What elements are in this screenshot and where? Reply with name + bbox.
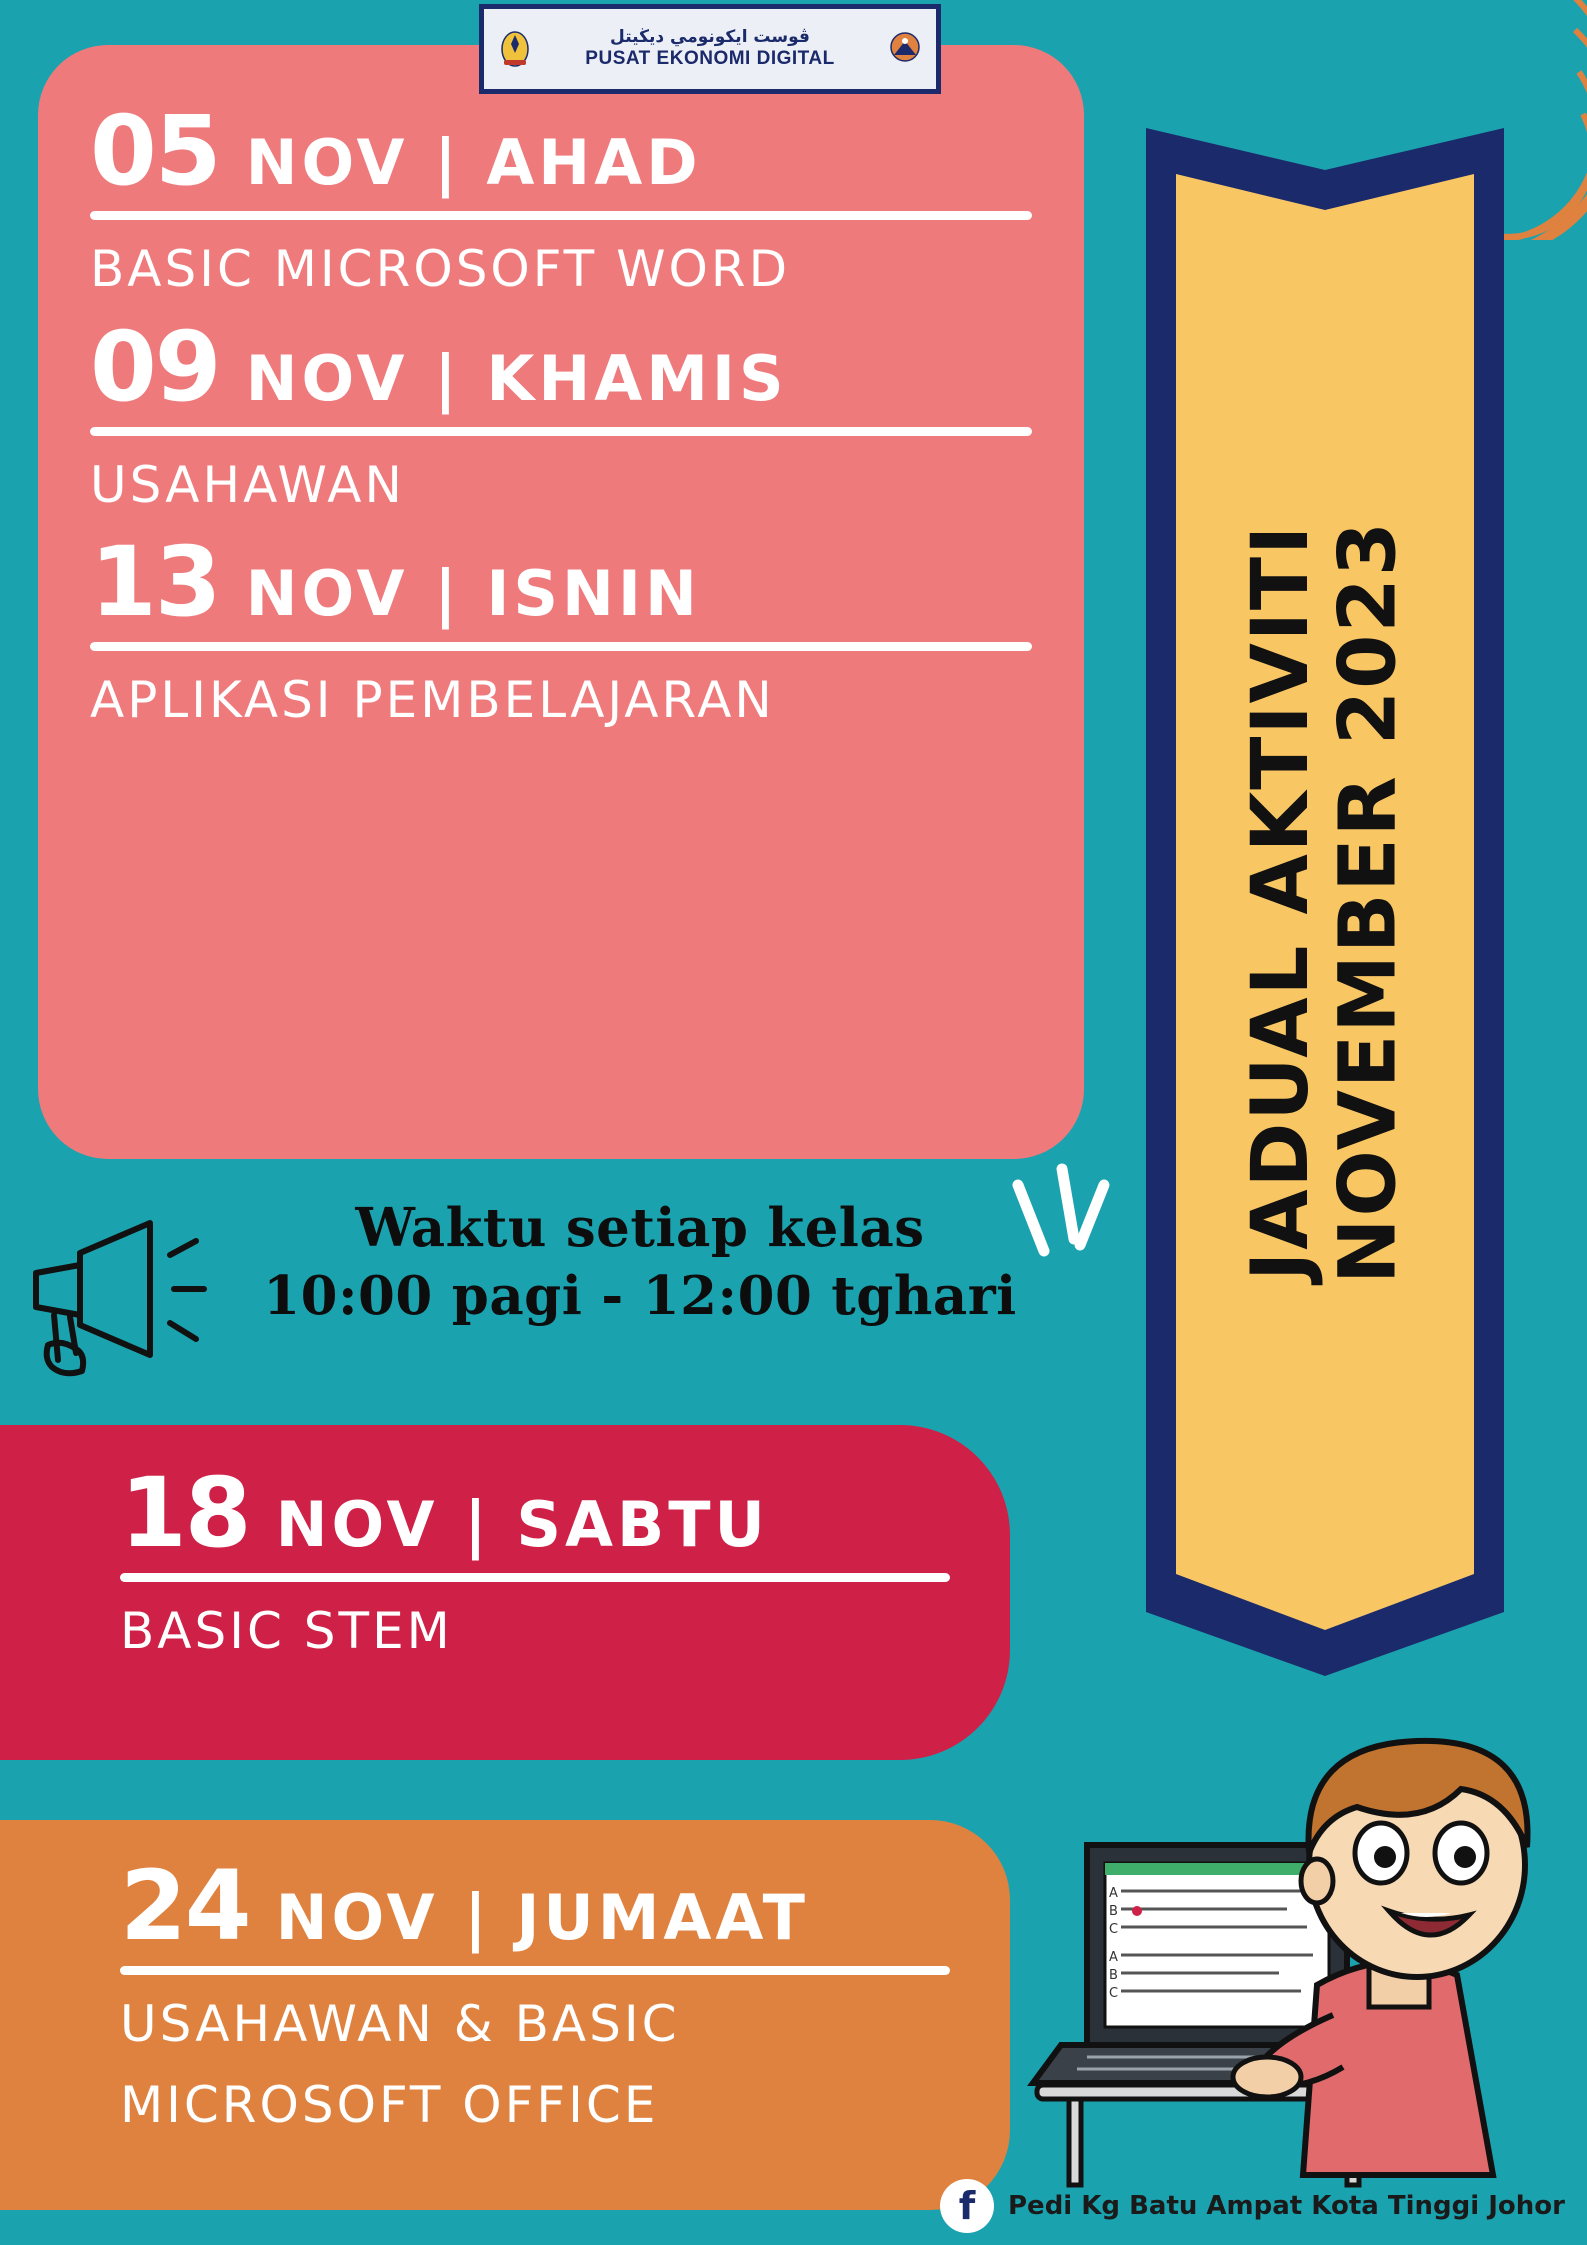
entry-day-number: 13 xyxy=(90,526,220,638)
entry-day-label: NOV | JUMAAT xyxy=(275,1881,809,1954)
megaphone-icon xyxy=(18,1195,233,1385)
entry-day-label: NOV | AHAD xyxy=(245,126,702,199)
johor-crest-icon xyxy=(888,27,922,71)
entry-course-title: APLIKASI PEMBELAJARAN xyxy=(90,671,775,729)
entry-date-line xyxy=(90,310,1032,423)
svg-text:C: C xyxy=(1109,1922,1119,1937)
svg-text:A: A xyxy=(1109,1950,1118,1965)
entry-divider xyxy=(90,642,1032,651)
facebook-icon[interactable] xyxy=(940,2179,994,2233)
entry-day-number: 05 xyxy=(90,95,220,207)
logo-title-text: PUSAT EKONOMI DIGITAL xyxy=(585,48,835,70)
banner-line-2: NOVEMBER 2023 xyxy=(1323,520,1413,1284)
entry-day-number: 09 xyxy=(90,310,220,423)
banner-ribbon xyxy=(1140,122,1510,1682)
facebook-glyph: f xyxy=(958,2184,976,2228)
entry-divider xyxy=(90,427,1032,436)
boy-at-laptop-illustration xyxy=(1017,1685,1577,2205)
facebook-page-name: Pedi Kg Batu Ampat Kota Tinggi Johor xyxy=(1008,2191,1565,2221)
entry-course-title: BASIC STEM xyxy=(120,1602,453,1660)
entry-day-number: 18 xyxy=(120,1457,250,1569)
entry-day-label: NOV | ISNIN xyxy=(245,557,701,630)
footer-credit xyxy=(940,2179,1565,2233)
organization-logo-plate xyxy=(479,4,941,94)
svg-text:A: A xyxy=(1109,1886,1118,1901)
entry-divider xyxy=(120,1573,950,1582)
entry-course-title: BASIC MICROSOFT WORD xyxy=(90,240,791,298)
entry-day-number: 24 xyxy=(120,1850,250,1962)
schedule-entry-1 xyxy=(90,95,1032,301)
entry-date-line xyxy=(90,95,1032,207)
logo-jawi-text: ڤوست ايكونومي ديڬيتل xyxy=(610,26,810,47)
schedule-card-crimson xyxy=(0,1425,1010,1760)
entry-course-title-line-2: MICROSOFT OFFICE xyxy=(120,2075,659,2134)
svg-text:C: C xyxy=(1109,1986,1119,2001)
svg-text:B: B xyxy=(1109,1968,1118,1983)
banner-text-block xyxy=(1140,122,1510,1682)
malaysia-crest-icon xyxy=(498,27,532,71)
entry-day-label: NOV | KHAMIS xyxy=(245,341,788,415)
svg-text:B: B xyxy=(1109,1904,1118,1919)
entry-date-line xyxy=(120,1457,950,1569)
banner-line-1: JADUAL AKTIVITI xyxy=(1235,523,1326,1281)
schedule-card-pink xyxy=(38,45,1084,1159)
entry-course-title: USAHAWAN xyxy=(90,455,405,514)
schedule-entry-5 xyxy=(120,1850,950,2136)
schedule-entry-3 xyxy=(90,526,1032,732)
entry-divider xyxy=(120,1966,950,1975)
entry-date-line xyxy=(90,526,1032,638)
schedule-entry-2 xyxy=(90,310,1032,517)
time-note-line-1: Waktu setiap kelas xyxy=(355,1197,925,1259)
time-note-line-2: 10:00 pagi - 12:00 tghari xyxy=(263,1264,1017,1327)
entry-divider xyxy=(90,211,1032,220)
schedule-entry-4 xyxy=(120,1457,950,1663)
entry-course-title-line-1: USAHAWAN & BASIC xyxy=(120,1995,680,2053)
entry-day-label: NOV | SABTU xyxy=(275,1488,769,1561)
entry-date-line xyxy=(120,1850,950,1962)
schedule-card-orange xyxy=(0,1820,1010,2210)
class-time-note xyxy=(255,1195,1025,1331)
